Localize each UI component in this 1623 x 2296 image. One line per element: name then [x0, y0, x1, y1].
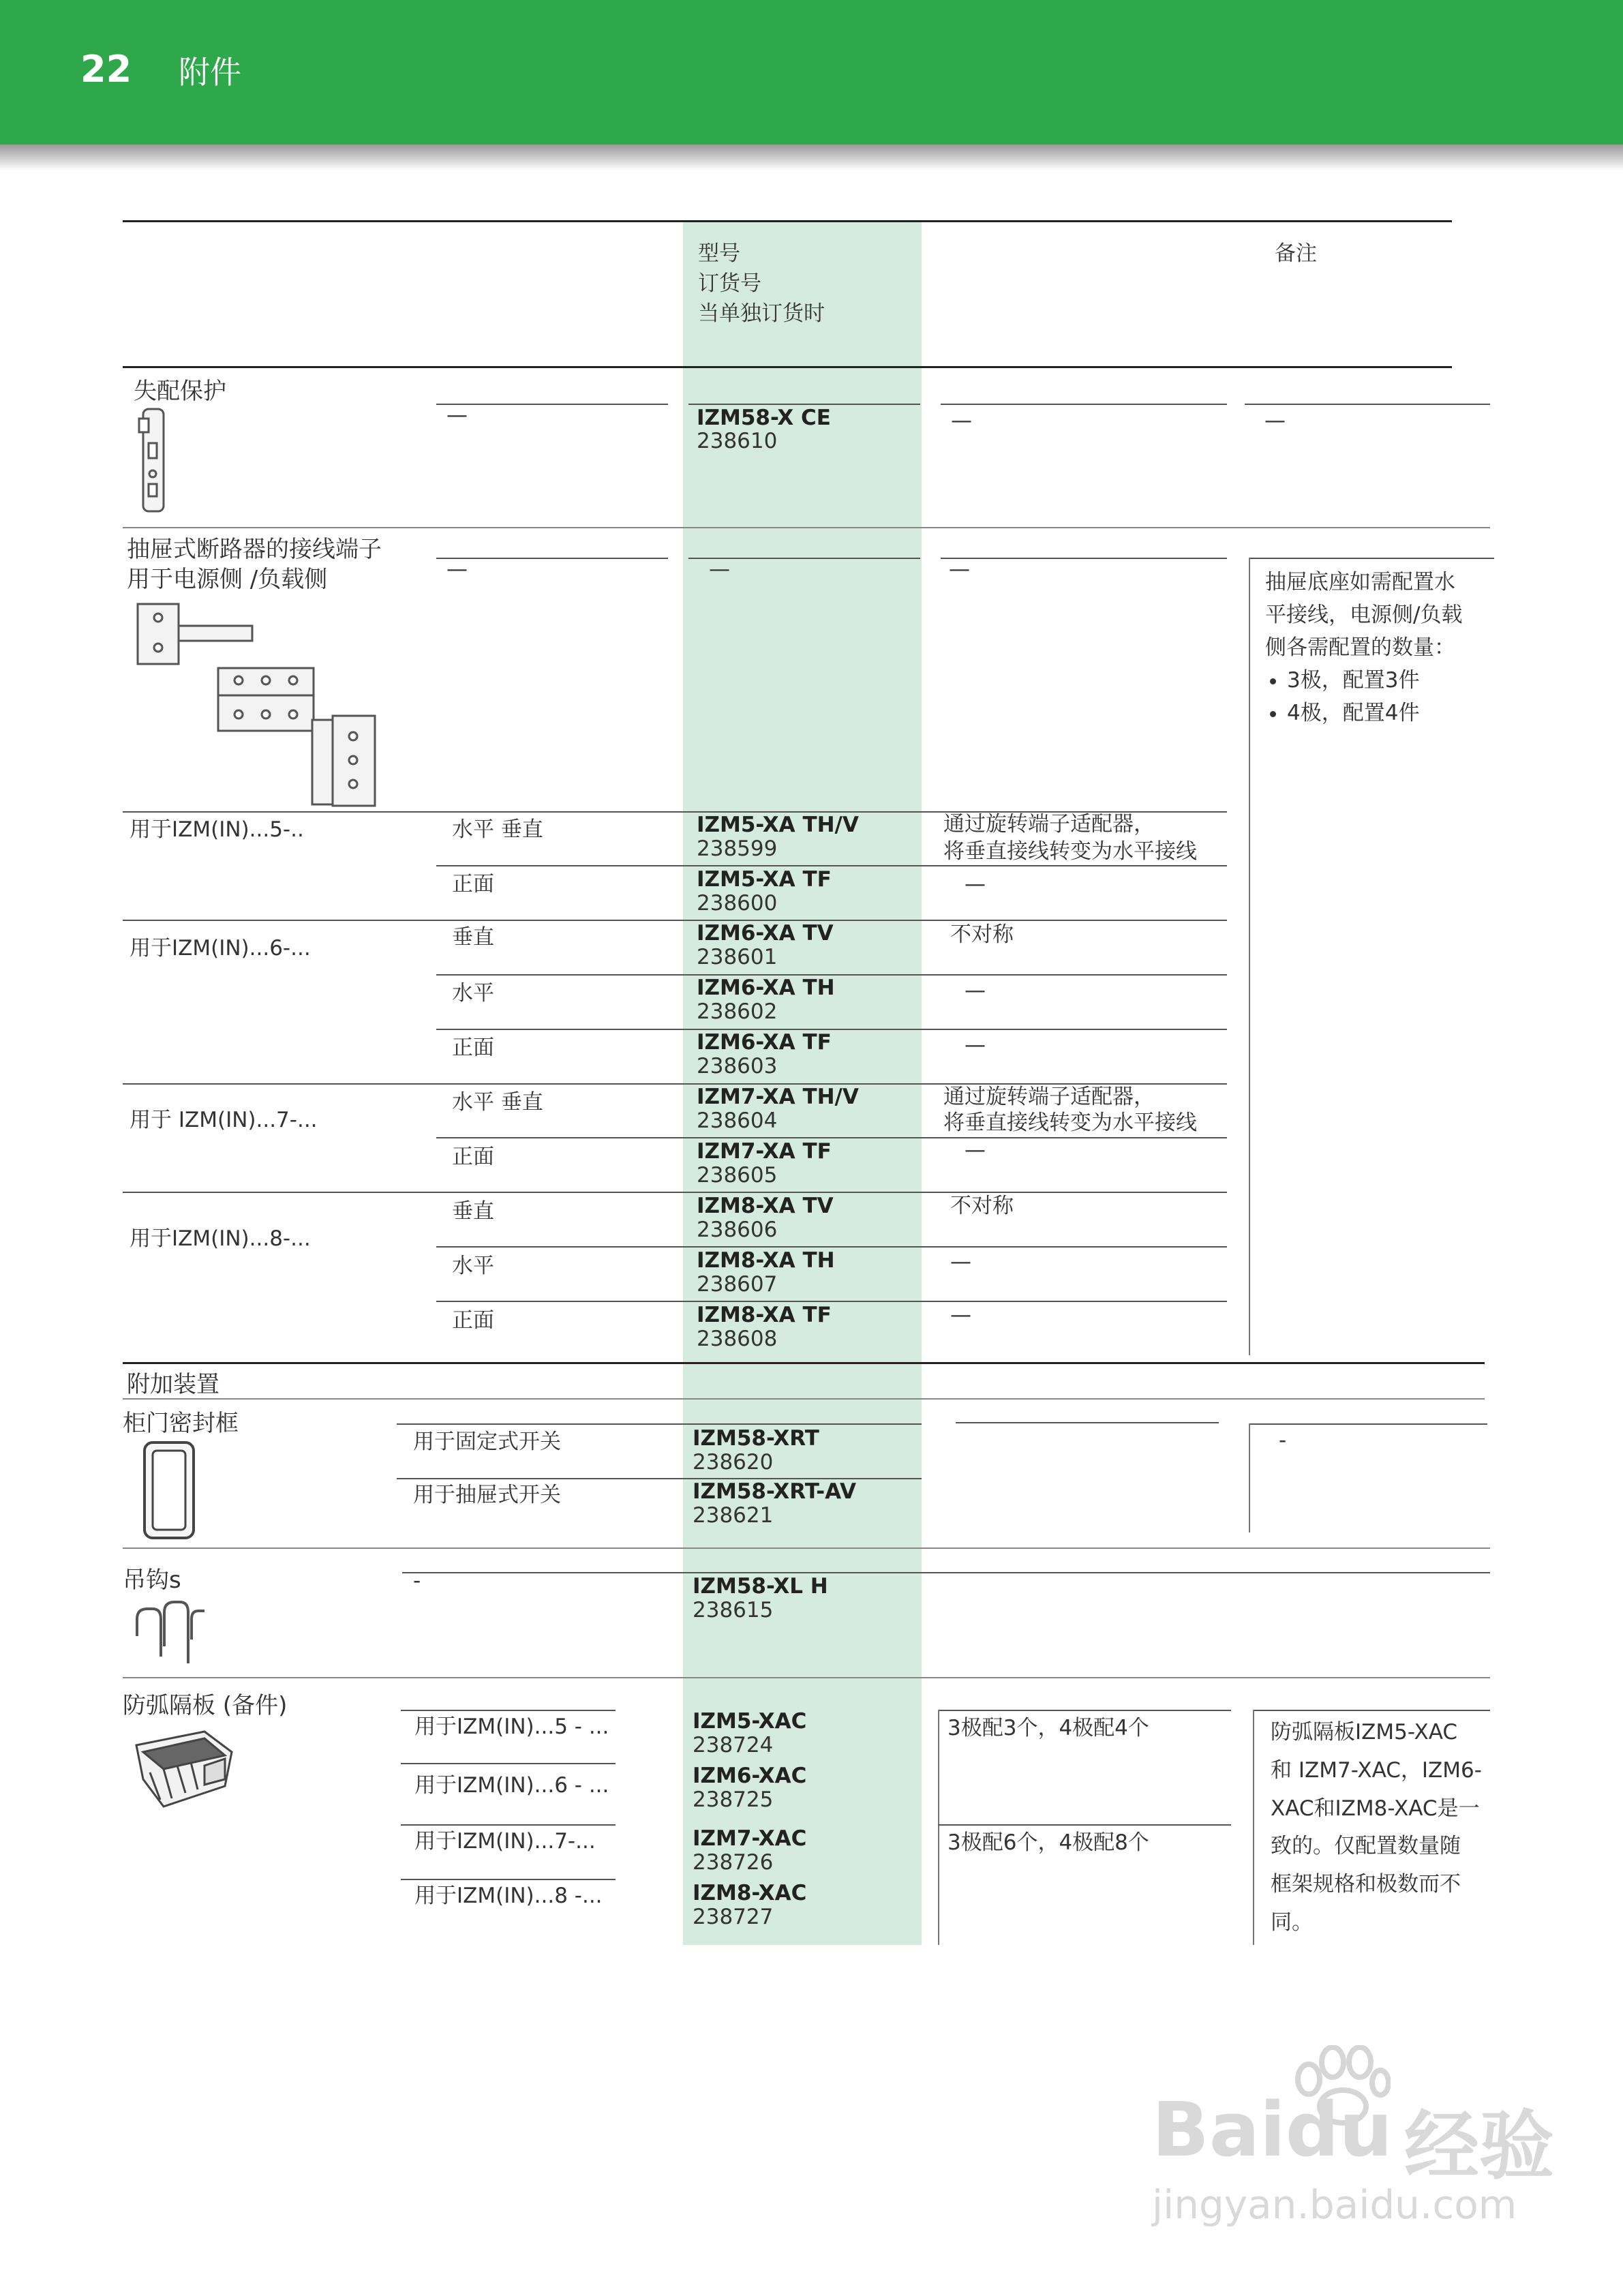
terminal-code: IZM6-XA TV	[697, 921, 834, 946]
door-frame-title: 柜门密封框	[123, 1410, 239, 1437]
terminal-type: 水平 垂直	[452, 817, 543, 842]
divider	[1245, 404, 1490, 405]
terminals-note-line: 平接线，电源侧/负载	[1265, 603, 1463, 628]
arc-code: IZM8-XAC	[693, 1881, 807, 1905]
divider	[1249, 1423, 1487, 1425]
remark-border	[1249, 558, 1250, 1355]
arc-order: 238725	[693, 1787, 774, 1812]
terminal-order: 238600	[697, 891, 778, 916]
divider	[938, 1824, 1231, 1826]
terminal-type: 正面	[452, 872, 494, 896]
arc-option: 用于IZM(IN)...5 - ...	[414, 1715, 609, 1739]
arc-option: 用于IZM(IN)...7-...	[414, 1829, 596, 1854]
hook-option: -	[413, 1569, 421, 1593]
mismatch-desc: —	[951, 408, 972, 433]
arc-note-line: 同。	[1271, 1909, 1313, 1935]
terminal-desc: —	[965, 1138, 986, 1162]
terminal-type: 正面	[452, 1308, 494, 1333]
section-divider	[123, 1677, 1490, 1678]
divider	[1253, 1710, 1490, 1711]
divider	[941, 404, 1227, 405]
divider	[401, 1879, 616, 1880]
divider	[401, 1710, 616, 1711]
terminal-type: 垂直	[452, 1199, 494, 1224]
terminal-code: IZM8-XA TV	[697, 1194, 834, 1218]
hook-title: 吊钩s	[123, 1567, 181, 1594]
hook-icon	[134, 1599, 209, 1667]
arc-note	[1271, 1714, 1489, 1942]
header-bar	[0, 0, 1623, 145]
header-shadow	[0, 145, 1623, 170]
terminal-desc: —	[965, 978, 986, 1003]
hook-order: 238615	[693, 1598, 774, 1622]
divider	[1249, 558, 1494, 559]
door-frame-order: 238621	[693, 1503, 774, 1528]
arc-order: 238727	[693, 1905, 774, 1929]
group-divider	[123, 920, 1227, 921]
group-label-8: 用于IZM(IN)...8-...	[130, 1226, 311, 1251]
terminal-desc: 通过旋转端子适配器，	[943, 1085, 1155, 1109]
divider	[688, 404, 920, 405]
terminals-note-bullet: • 4极，配置4件	[1287, 697, 1483, 729]
door-frame-icon	[142, 1440, 196, 1542]
arc-desc: 3极配6个，4极配8个	[947, 1830, 1149, 1855]
remark-border	[1253, 1710, 1254, 1945]
watermark-cn: 经验	[1404, 2102, 1554, 2190]
addon-title: 附加装置	[127, 1371, 219, 1398]
divider	[938, 1710, 1231, 1711]
arc-chute-icon	[123, 1725, 239, 1820]
terminal-order: 238599	[697, 836, 778, 861]
door-frame-option: 用于固定式开关	[413, 1430, 561, 1454]
terminal-code: IZM6-XA TH	[697, 976, 835, 1000]
group-label-6: 用于IZM(IN)...6-...	[130, 936, 311, 961]
col-model-label: 型号	[698, 241, 740, 266]
terminal-order: 238604	[697, 1108, 778, 1133]
terminal-code: IZM7-XA TF	[697, 1139, 832, 1164]
group-label-7: 用于 IZM(IN)...7-...	[130, 1108, 318, 1132]
mismatch-title: 失配保护	[134, 378, 226, 405]
arc-option: 用于IZM(IN)...6 - ...	[414, 1773, 609, 1798]
group-divider	[123, 1192, 1227, 1193]
terminal-order: 238603	[697, 1054, 778, 1078]
arc-order: 238724	[693, 1733, 774, 1757]
terminal-type: 水平	[452, 1254, 494, 1278]
group-label-5: 用于IZM(IN)...5-..	[130, 817, 304, 842]
terminals-desc-dash: —	[949, 557, 970, 581]
arc-code: IZM6-XAC	[693, 1764, 807, 1788]
terminal-desc: 通过旋转端子适配器，	[943, 812, 1155, 836]
arc-code: IZM7-XAC	[693, 1826, 807, 1851]
divider	[401, 1763, 616, 1764]
col-remarks-label: 备注	[1275, 241, 1317, 266]
section-divider	[123, 527, 1490, 528]
arc-order: 238726	[693, 1850, 774, 1875]
row-divider	[436, 1246, 1227, 1248]
terminal-code: IZM8-XA TF	[697, 1303, 832, 1327]
terminal-code: IZM8-XA TH	[697, 1248, 835, 1273]
terminal-order: 238601	[697, 945, 778, 969]
hook-code: IZM58-XL H	[693, 1574, 828, 1599]
header-bottom-rule	[123, 366, 1452, 368]
arc-code: IZM5-XAC	[693, 1709, 807, 1734]
row-divider	[436, 865, 1227, 866]
divider	[401, 1824, 616, 1826]
terminals-code-dash: —	[709, 557, 730, 581]
arc-title: 防弧隔板 (备件)	[123, 1692, 288, 1719]
terminal-desc: 将垂直接线转变为水平接线	[943, 1111, 1197, 1135]
door-frame-code: IZM58-XRT-AV	[693, 1479, 857, 1504]
terminal-order: 238605	[697, 1163, 778, 1188]
watermark-url: jingyan.baidu.com	[1152, 2181, 1517, 2228]
divider	[956, 1422, 1219, 1423]
terminals-note-line: 侧各需配置的数量：	[1265, 635, 1455, 661]
terminal-order: 238606	[697, 1218, 778, 1242]
door-frame-order: 238620	[693, 1450, 774, 1475]
terminal-type: 垂直	[452, 925, 494, 950]
terminals-title: 抽屉式断路器的接线端子	[127, 536, 382, 563]
terminal-desc: —	[965, 1033, 986, 1057]
row-divider	[436, 1301, 1227, 1302]
terminal-desc: —	[950, 1250, 971, 1274]
terminal-type: 正面	[452, 1145, 494, 1169]
terminal-type: 水平	[452, 981, 494, 1006]
door-frame-remark: -	[1279, 1428, 1287, 1453]
terminals-option-dash: —	[446, 557, 468, 581]
divider	[941, 558, 1227, 559]
mismatch-device-icon	[130, 402, 177, 518]
divider	[397, 1423, 922, 1425]
divider	[402, 1572, 1490, 1573]
door-frame-code: IZM58-XRT	[693, 1426, 819, 1451]
page-number: 22	[80, 48, 132, 91]
terminal-code: IZM5-XA TF	[697, 867, 832, 892]
terminal-code: IZM7-XA TH/V	[697, 1085, 859, 1109]
row-divider	[436, 1137, 1227, 1138]
terminal-desc: —	[950, 1303, 971, 1327]
watermark-brand	[1152, 2086, 1393, 2173]
arc-desc: 3极配3个，4极配4个	[947, 1716, 1149, 1740]
arc-note-line: 和 IZM7-XAC，IZM6-	[1271, 1757, 1482, 1783]
terminal-desc: 不对称	[950, 1194, 1014, 1218]
col-order-label: 订货号	[698, 271, 761, 296]
terminals-note	[1265, 566, 1483, 729]
arc-note-line: 致的。仅配置数量随	[1271, 1834, 1461, 1859]
terminal-desc: —	[965, 872, 986, 896]
section-divider	[123, 1547, 1490, 1549]
terminals-note-bullet: • 3极，配置3件	[1287, 664, 1483, 697]
row-divider	[436, 1029, 1227, 1030]
watermark-brand-b: du	[1285, 2086, 1393, 2173]
addon-top-rule	[123, 1362, 1485, 1364]
terminal-desc: 不对称	[950, 922, 1014, 947]
door-frame-option: 用于抽屉式开关	[413, 1483, 561, 1507]
remark-border	[1249, 1423, 1250, 1532]
arc-note-line: XAC和IZM8-XAC是一	[1271, 1796, 1480, 1821]
mismatch-code: IZM58-X CE	[697, 406, 831, 430]
section-divider	[123, 1398, 1485, 1400]
terminal-order: 238607	[697, 1272, 778, 1297]
divider	[436, 558, 668, 559]
page-title: 附件	[179, 54, 241, 91]
terminal-code: IZM6-XA TF	[697, 1030, 832, 1055]
terminal-type: 水平 垂直	[452, 1090, 543, 1115]
terminal-code: IZM5-XA TH/V	[697, 813, 859, 837]
terminals-subtitle: 用于电源侧 /负载侧	[127, 566, 328, 593]
terminal-order: 238602	[697, 999, 778, 1024]
terminal-connector-icon	[136, 600, 395, 811]
divider	[436, 404, 668, 405]
mismatch-order: 238610	[697, 429, 778, 453]
terminal-type: 正面	[452, 1036, 494, 1060]
mismatch-remark: —	[1264, 408, 1286, 433]
arc-option: 用于IZM(IN)...8 -...	[414, 1884, 603, 1908]
desc-border	[938, 1710, 939, 1945]
table-top-rule	[123, 220, 1452, 222]
arc-note-line: 框架规格和极数而不	[1271, 1872, 1461, 1897]
arc-note-line: 防弧隔板IZM5-XAC	[1271, 1720, 1458, 1744]
mismatch-option: —	[446, 403, 468, 427]
watermark-brand-a: Bai	[1152, 2086, 1286, 2173]
col-single-order-label: 当单独订货时	[698, 301, 825, 326]
terminals-note-line: 抽屉底座如需配置水	[1265, 570, 1455, 594]
terminal-order: 238608	[697, 1327, 778, 1351]
terminal-desc: 将垂直接线转变为水平接线	[943, 839, 1197, 864]
